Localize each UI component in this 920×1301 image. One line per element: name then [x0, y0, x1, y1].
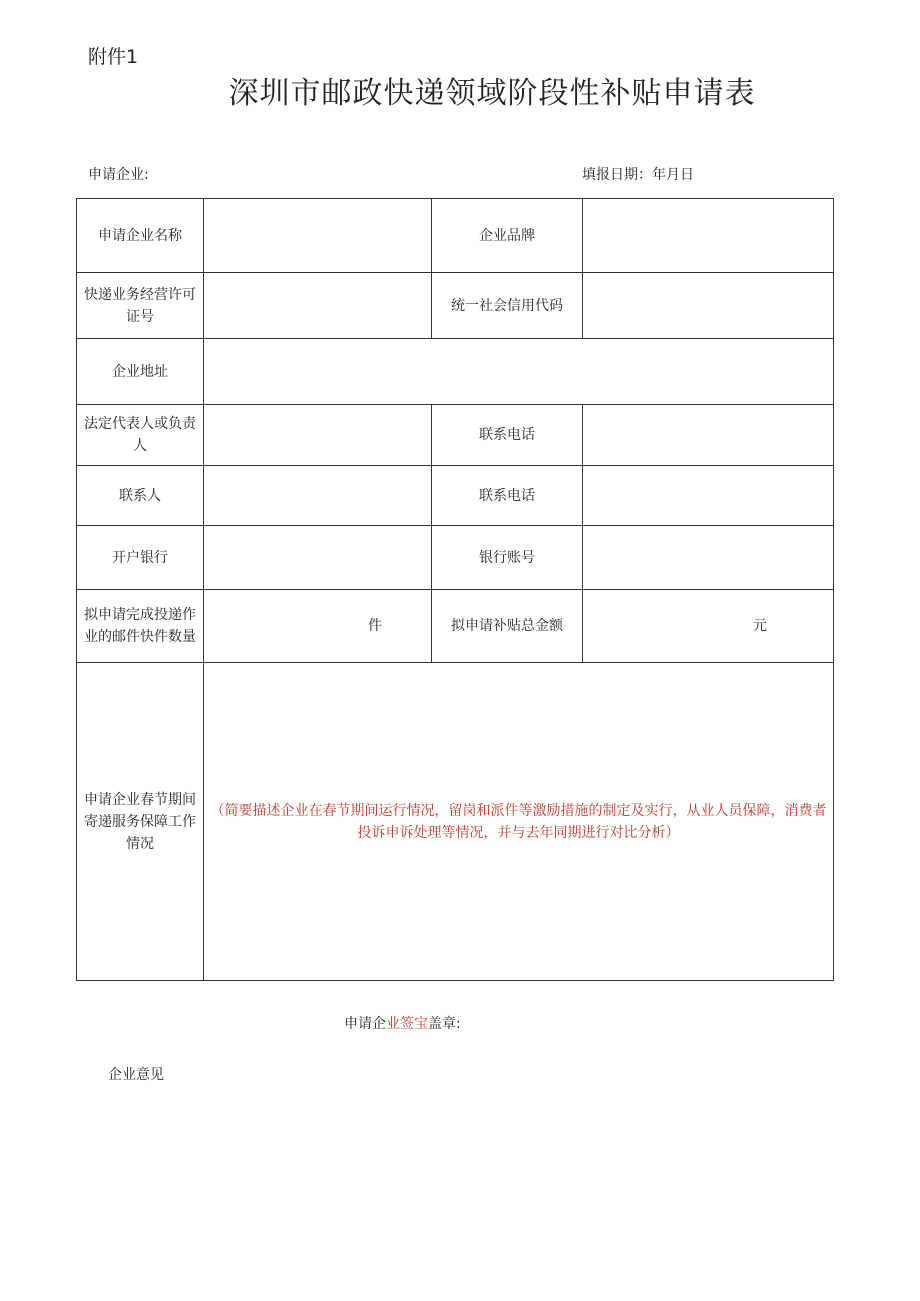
row-legal-rep: [77, 405, 834, 466]
sign-text-1: 申请企: [344, 1016, 386, 1032]
address-label: 企业地址: [77, 339, 204, 405]
situation-hint: （简要描述企业在春节期间运行情况，留岗和派件等激励措施的制定及实行，从业人员保障，消费者投诉申诉处理等情况，并与去年同期进行对比分析）: [210, 802, 827, 841]
attachment-label: 附件1: [88, 46, 139, 68]
company-opinion-label: 企业意见: [108, 1067, 164, 1083]
date-label: 填报日期：年月日: [582, 167, 694, 183]
row-address: [77, 339, 834, 405]
license-label: 快递业务经营许可证号: [77, 273, 204, 339]
bank-field[interactable]: [204, 526, 432, 590]
legal-rep-phone-field[interactable]: [583, 405, 834, 466]
row-situation: [77, 663, 834, 981]
address-field[interactable]: [204, 339, 834, 405]
applicant-label: 申请企业:: [88, 167, 149, 183]
company-name-label: 申请企业名称: [77, 199, 204, 273]
amount-label: 拟申请补贴总金额: [432, 590, 583, 663]
phone-label-1: 联系电话: [432, 405, 583, 466]
contact-field[interactable]: [204, 466, 432, 526]
quantity-label: 拟申请完成投递作业的邮件快件数量: [77, 590, 204, 663]
phone-label-2: 联系电话: [432, 466, 583, 526]
sign-text-2: 业签宝: [386, 1016, 428, 1032]
contact-phone-field[interactable]: [583, 466, 834, 526]
credit-code-label: 统一社会信用代码: [432, 273, 583, 339]
brand-field[interactable]: [583, 199, 834, 273]
bank-label: 开户银行: [77, 526, 204, 590]
account-label: 银行账号: [432, 526, 583, 590]
brand-label: 企业品牌: [432, 199, 583, 273]
quantity-field[interactable]: [204, 590, 432, 663]
amount-unit: 元: [753, 618, 767, 634]
license-field[interactable]: [204, 273, 432, 339]
company-name-field[interactable]: [204, 199, 432, 273]
quantity-unit: 件: [368, 618, 382, 634]
row-company-name: [77, 199, 834, 273]
legal-rep-field[interactable]: [204, 405, 432, 466]
page-title: 深圳市邮政快递领域阶段性补贴申请表: [228, 76, 756, 111]
contact-label: 联系人: [77, 466, 204, 526]
sign-text-3: 盖章:: [428, 1016, 461, 1032]
row-bank: [77, 526, 834, 590]
legal-rep-label: 法定代表人或负责人: [77, 405, 204, 466]
situation-field[interactable]: [204, 663, 834, 981]
applicant-signature-label: [344, 1013, 461, 1033]
row-quantity: [77, 590, 834, 663]
amount-field[interactable]: [583, 590, 834, 663]
application-form-table: [76, 198, 834, 981]
row-contact: [77, 466, 834, 526]
credit-code-field[interactable]: [583, 273, 834, 339]
account-field[interactable]: [583, 526, 834, 590]
row-license: [77, 273, 834, 339]
situation-label: 申请企业春节期间寄递服务保障工作情况: [77, 663, 204, 981]
